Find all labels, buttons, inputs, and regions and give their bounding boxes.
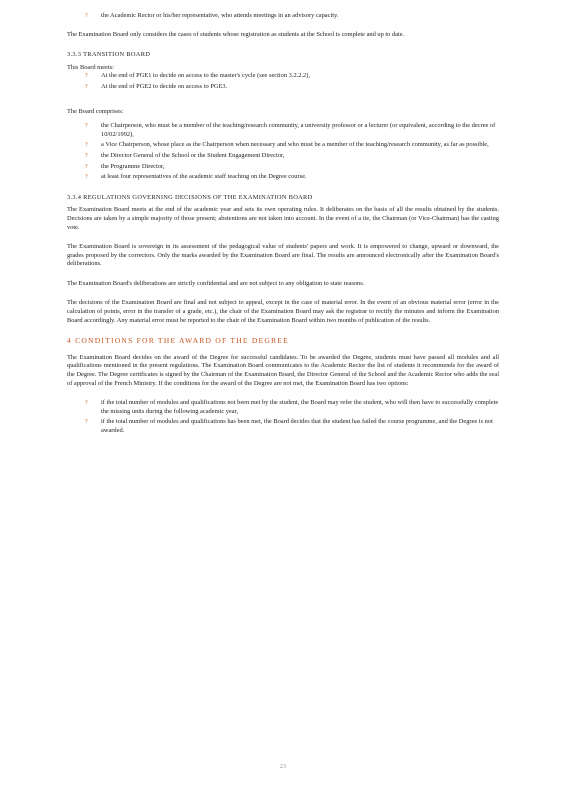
list-item: ? the Programme Director, — [85, 162, 165, 170]
section-heading-334: 3.3.4 REGULATIONS GOVERNING DECISIONS OF THE EXAMINATION BOARD — [67, 193, 313, 201]
list-item: ? the Director General of the School or the Student Engagement Director, — [85, 151, 285, 159]
list-item: ? if the total number of modules and qualifications has been met, the Board decides that the student has failed the course programme, and the Degree is not awarded. — [85, 418, 493, 434]
bullet-icon: ? — [85, 419, 88, 426]
bullet-icon: ? — [85, 163, 88, 170]
attendee-list — [67, 12, 499, 21]
bullet-icon: ? — [85, 400, 88, 407]
list-item: ? the Academic Rector or his/her representative, who attends meetings in an advisory capacity. — [85, 12, 339, 19]
options-list — [67, 399, 499, 435]
list-item: ? At the end of PGE1 to decide on access to the master's cycle (see section 3.2.2.2), — [85, 72, 310, 80]
bullet-icon: ? — [85, 152, 88, 159]
bullet-icon: ? — [85, 13, 88, 19]
bullet-icon: ? — [85, 123, 88, 130]
award-paragraph: The Examination Board decides on the award of the Degree for successful candidates. To be awarded the Degree, students must have passed all modules and all qualifications mentioned in the present regulations. The Examination Board communicates to the Academic Rector the list of students it recommends for the award of the Degree. The Degree certificates is signed by the Chairman of the Examination Board, the Director General of the School and the Academic Rector who adds the seal of approval of the French Ministry. If the conditions for the award of the Degree are not met, the Examination Board has two options: — [67, 353, 499, 387]
bullet-icon: ? — [85, 174, 88, 181]
section-heading-333: 3.3.3 TRANSITION BOARD — [67, 51, 151, 59]
document-page — [67, 12, 499, 446]
bullet-icon: ? — [85, 73, 88, 80]
list-item: ? a Vice Chairperson, whose place as the Chairperson when necessary and who must be a member of the teaching/research community, as far as possible, — [85, 141, 489, 149]
regulations-paragraph-1: The Examination Board meets at the end of the academic year and sets its own operating rules. It deliberates on the basis of all the results obtained by the students. Decisions are taken by a simple majority of those present; abstentions are not taken into account. In the event of a tie, the Chairman (or Vice-Chairman) has the casting vote. — [67, 206, 499, 231]
list-item: ? At the end of PGE2 to decide on access to PGE3. — [85, 82, 228, 90]
meeting-list — [67, 72, 499, 91]
regulations-paragraph-4: The decisions of the Examination Board are final and not subject to appeal, except in the case of material error. In the event of an obvious material error (error in the calculation of points, error in the transfer of a grade, etc.), the chair of the Examination Board may ask the registrar to rectify the minutes and inform the Examination Board accordingly. Any material error must be reported to the chair of the Examination Board within two months of publication of the results. — [67, 299, 499, 324]
board-comprises-label: The Board comprises: — [67, 107, 124, 115]
list-item: ? at least four representatives of the academic staff teaching on the Degree course. — [85, 173, 307, 181]
intro-paragraph: The Examination Board only considers the cases of students whose registration as students at the School is complete and up to date. — [67, 30, 405, 38]
list-item: ? if the total number of modules and qualifications not been met by the student, the Board may refer the student, who will then have to successfully complete the missing units during the following academic year, — [85, 399, 499, 415]
regulations-paragraph-3: The Examination Board's deliberations are strictly confidential and are not subject to any obligation to state reasons. — [67, 279, 365, 287]
section-heading-4: 4 CONDITIONS FOR THE AWARD OF THE DEGREE — [67, 336, 289, 346]
board-meets-label: This Board meets: — [67, 63, 114, 71]
bullet-icon: ? — [85, 83, 88, 90]
page-number: 23 — [279, 763, 287, 770]
regulations-paragraph-2: The Examination Board is sovereign in its assessment of the pedagogical value of students' papers and work. It is empowered to change, upward or downward, the grades proposed by the correctors. Only the marks awarded by the Examination Board are final. The results are announced electronically after the Examination Board's deliberations. — [67, 243, 499, 268]
bullet-icon: ? — [85, 142, 88, 149]
members-list — [67, 122, 499, 182]
list-item: ? the Chairperson, who must be a member of the teaching/research community, a university professor or a lecturer (or equivalent, according to the decree of 10/02/1992), — [85, 122, 496, 138]
